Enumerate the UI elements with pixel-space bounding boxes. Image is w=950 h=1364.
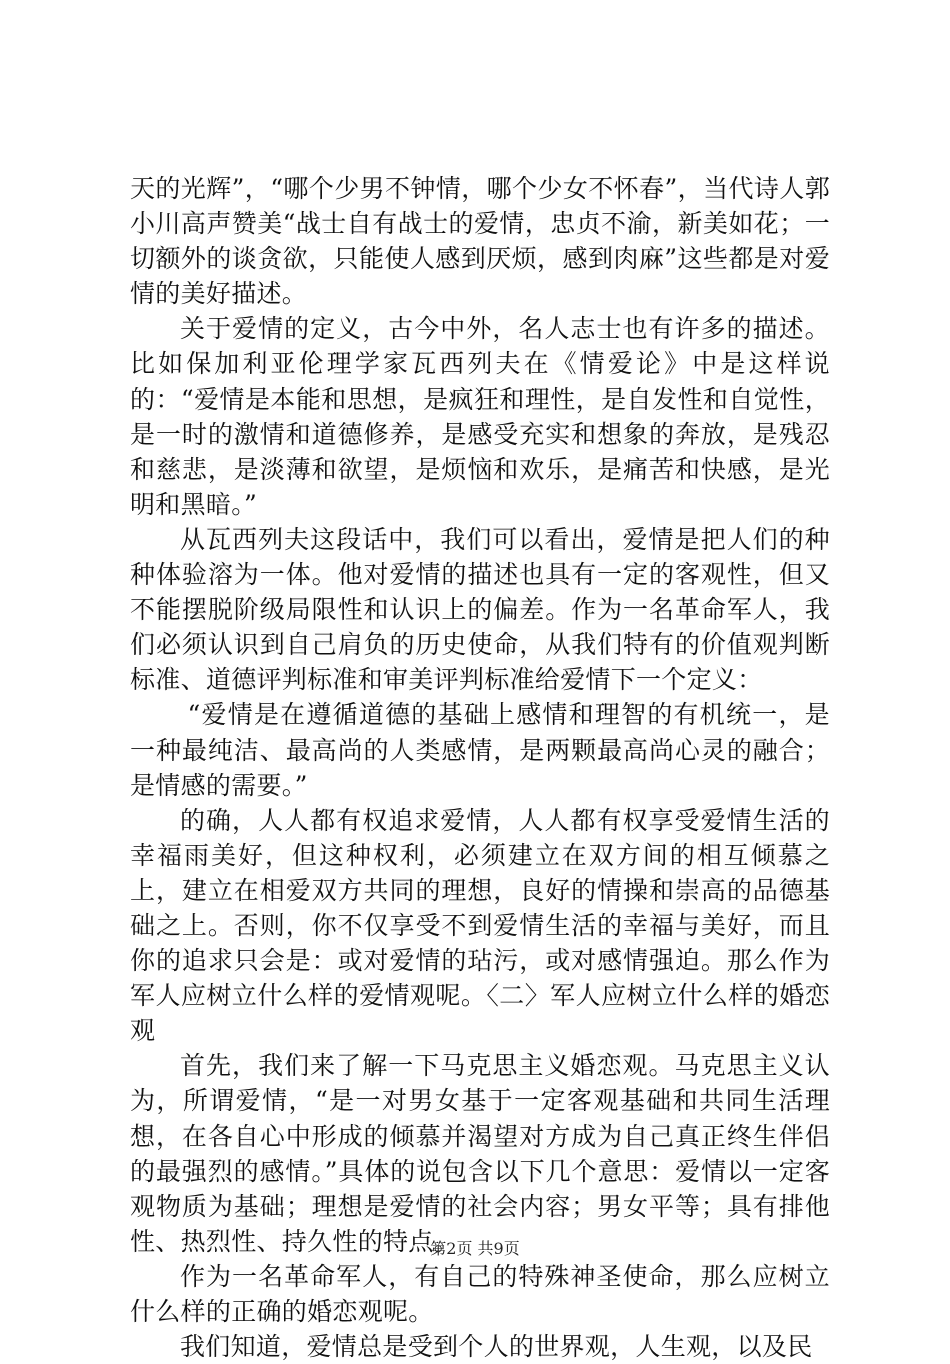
paragraph-6: 首先，我们来了解一下马克思主义婚恋观。马克思主义认为，所谓爱情，“是一对男女基于一定客观基础和共同生活理想，在各自心中形成的倾慕并渴望对方成为自己真正终生伴侣的最强烈的感情。”具体的说包含以下几个意思：爱情以一定客观物质为基础；理想是爱情的社会内容；男女平等；具有排他性、热烈性、持久性的特点。 [130,1051,830,1256]
document-body [130,171,830,1364]
paragraph-2: 关于爱情的定义，古今中外，名人志士也有许多的描述。比如保加利亚伦理学家瓦西列夫在《情爱论》中是这样说的：“爱情是本能和思想，是疯狂和理性，是自发性和自觉性，是一时的激情和道德修养，是感受充实和想象的奔放，是残忍和慈悲，是淡薄和欲望，是烦恼和欢乐，是痛苦和快感，是光明和黑暗。” [130,314,830,519]
paragraph-1: 天的光辉”，“哪个少男不钟情，哪个少女不怀春”，当代诗人郭小川高声赞美“战士自有战士的爱情，忠贞不渝，新美如花；一切额外的谈贪欲，只能使人感到厌烦，感到肉麻”这些都是对爱情的美好描述。 [130,174,830,309]
paragraph-5: 的确，人人都有权追求爱情，人人都有权享受爱情生活的幸福雨美好，但这种权利，必须建立在双方间的相互倾慕之上，建立在相爱双方共同的理想，良好的情操和崇高的品德基础之上。否则，你不仅享受不到爱情生活的幸福与美好，而且你的追求只会是：或对爱情的玷污，或对感情强迫。那么作为军人应树立什么样的爱情观呢。〈二〉军人应树立什么样的婚恋观 [130,805,830,1046]
paragraph-3: 从瓦西列夫这段话中，我们可以看出，爱情是把人们的种种体验溶为一体。他对爱情的描述也具有一定的客观性，但又不能摆脱阶级局限性和认识上的偏差。作为一名革命军人，我们必须认识到自己肩负的历史使命，从我们特有的价值观判断标准、道德评判标准和审美评判标准给爱情下一个定义： [130,524,830,695]
paragraph-8: 我们知道，爱情总是受到个人的世界观，人生观，以及民 [180,1332,813,1362]
paragraph-7: 作为一名革命军人，有自己的特殊神圣使命，那么应树立什么样的正确的婚恋观呢。 [130,1261,830,1326]
page-number-label: 第2页 共9页 [430,1239,520,1258]
page-footer [0,1236,950,1259]
paragraph-4-quote: “爱情是在遵循道德的基础上感情和理智的有机统一，是一种最纯洁、最高尚的人类感情，是两颗最高尚心灵的融合；是情感的需要。” [130,700,830,800]
